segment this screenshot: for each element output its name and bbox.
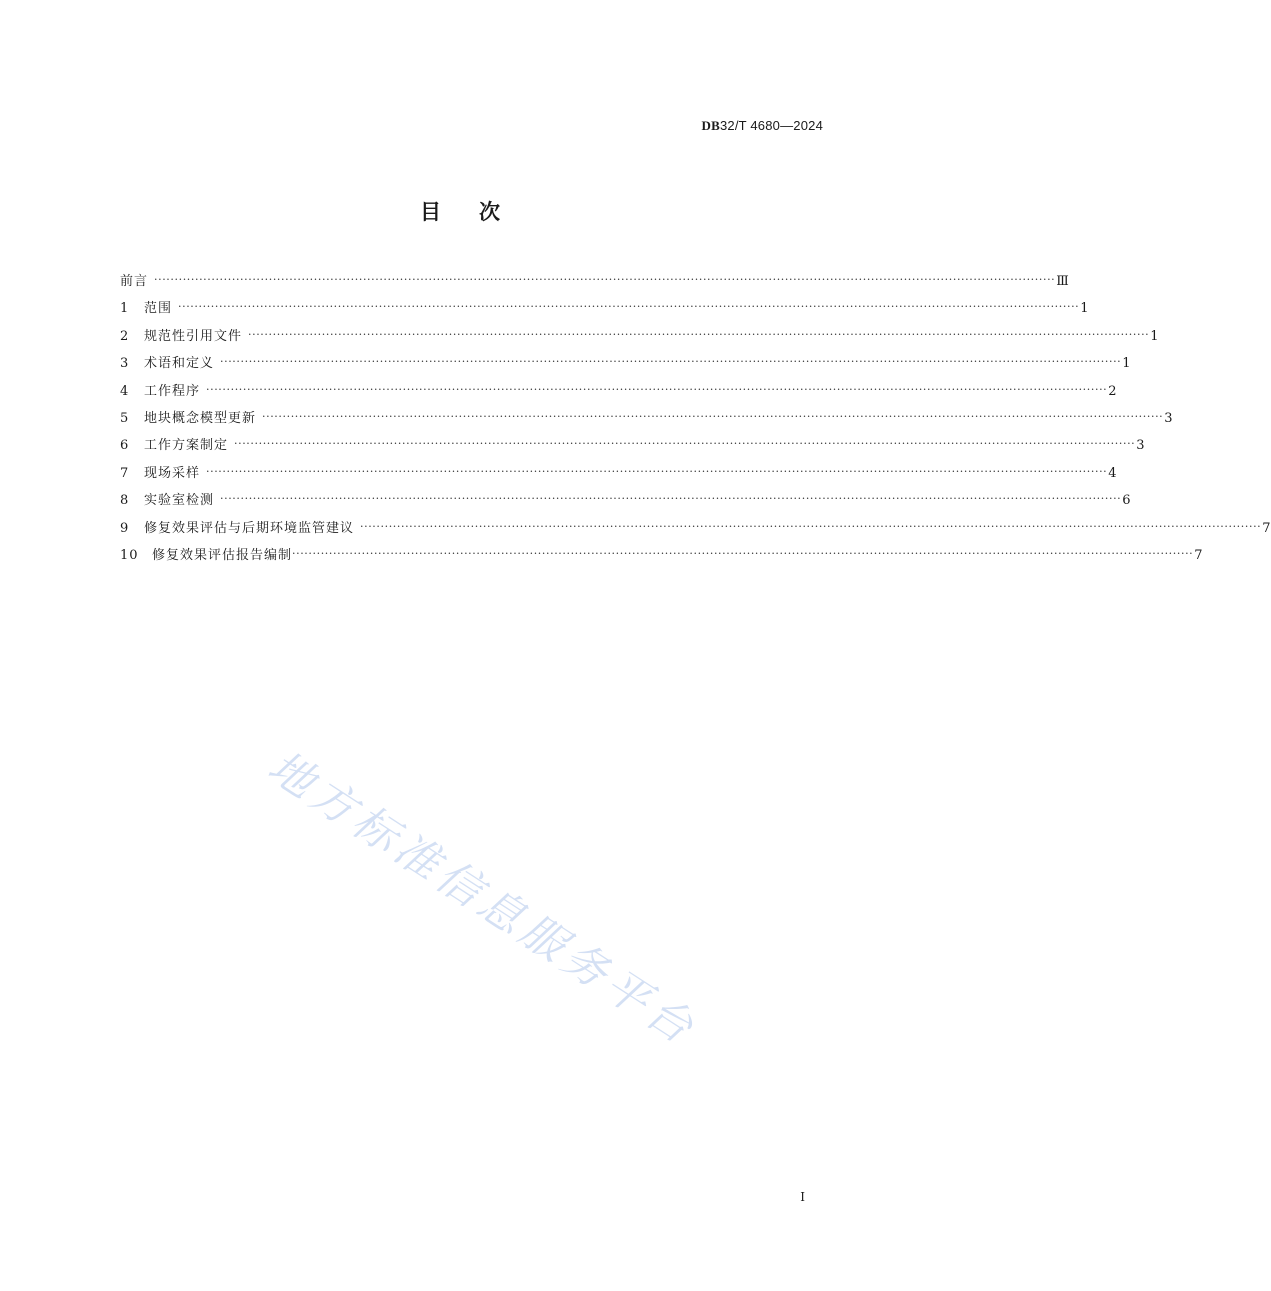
toc-entry-page: 3 [1164,410,1173,426]
toc-entry-page: 1 [1150,328,1159,344]
document-code [702,118,824,134]
toc-entry-number: 4 [120,383,130,399]
toc-leader-dots: ···························································································································································································································· [178,300,1080,314]
toc-entry-label: 实验室检测 [144,493,215,509]
toc-entry-1[interactable] [120,297,1089,324]
document-code-prefix: DB [701,118,720,133]
toc-entry-number: 3 [120,356,130,372]
toc-entry-6[interactable] [120,434,1145,461]
toc-entry-page: 7 [1194,547,1203,563]
toc-entry-page: 4 [1108,465,1117,481]
toc-entry-page: 3 [1136,438,1145,454]
toc-entry-label: 工作方案制定 [144,438,229,454]
toc-leader-dots: ···························································································································································································································· [220,355,1122,369]
toc-entry-page: 1 [1080,301,1089,317]
toc-entry-label: 现场采样 [144,465,201,481]
toc-leader-dots: ···························································································································································································································· [360,519,1262,533]
table-of-contents [120,270,1271,571]
toc-entry-number: 1 [120,301,130,317]
toc-entry-number: 6 [120,438,130,454]
toc-entry-3[interactable] [120,352,1131,379]
toc-entry-number: 9 [120,520,130,536]
toc-entry-number: 2 [120,328,130,344]
toc-entry-number: 7 [120,465,130,481]
page-title: 目次 [420,200,538,224]
toc-entry-label: 术语和定义 [144,356,215,372]
toc-leader-dots: ···························································································································································································································· [220,492,1122,506]
toc-entry-label: 地块概念模型更新 [144,410,257,426]
toc-leader-dots: ···························································································································································································································· [262,409,1164,423]
toc-entry-number: 5 [120,410,130,426]
toc-entry-2[interactable] [120,325,1159,352]
toc-entry-label: 规范性引用文件 [144,328,243,344]
toc-entry-label: 前言 [120,274,149,289]
toc-entry-label: 修复效果评估与后期环境监管建议 [144,520,355,536]
toc-leader-dots: ···························································································································································································································· [248,327,1150,341]
page-number: I [800,1190,805,1204]
toc-entry-5[interactable] [120,407,1173,434]
document-code-number: 32/T 4680—2024 [719,118,823,133]
toc-entry-9[interactable] [120,517,1271,544]
toc-entry-foreword[interactable] [120,270,1069,297]
toc-entry-label: 修复效果评估报告编制 [152,547,293,563]
toc-entry-label: 范围 [144,301,173,317]
toc-entry-page: 1 [1122,356,1131,372]
toc-entry-number: 8 [120,493,130,509]
toc-entry-4[interactable] [120,380,1117,407]
toc-entry-10[interactable] [120,544,1203,571]
toc-leader-dots: ···························································································································································································································· [206,464,1108,478]
toc-entry-label: 工作程序 [144,383,201,399]
toc-entry-page: 2 [1108,383,1117,399]
toc-entry-7[interactable] [120,462,1117,489]
toc-entry-page: Ⅲ [1056,274,1069,289]
watermark: 地方标准信息服务平台 [258,741,707,1057]
toc-entry-page: 7 [1262,520,1271,536]
toc-leader-dots: ···························································································································································································································· [292,546,1194,560]
toc-entry-page: 6 [1122,493,1131,509]
toc-leader-dots: ···························································································································································································································· [234,437,1136,451]
toc-leader-dots: ···························································································································································································································· [206,382,1108,396]
toc-entry-8[interactable] [120,489,1131,516]
toc-entry-number: 10 [120,547,139,563]
toc-leader-dots: ···························································································································································································································· [154,273,1056,286]
